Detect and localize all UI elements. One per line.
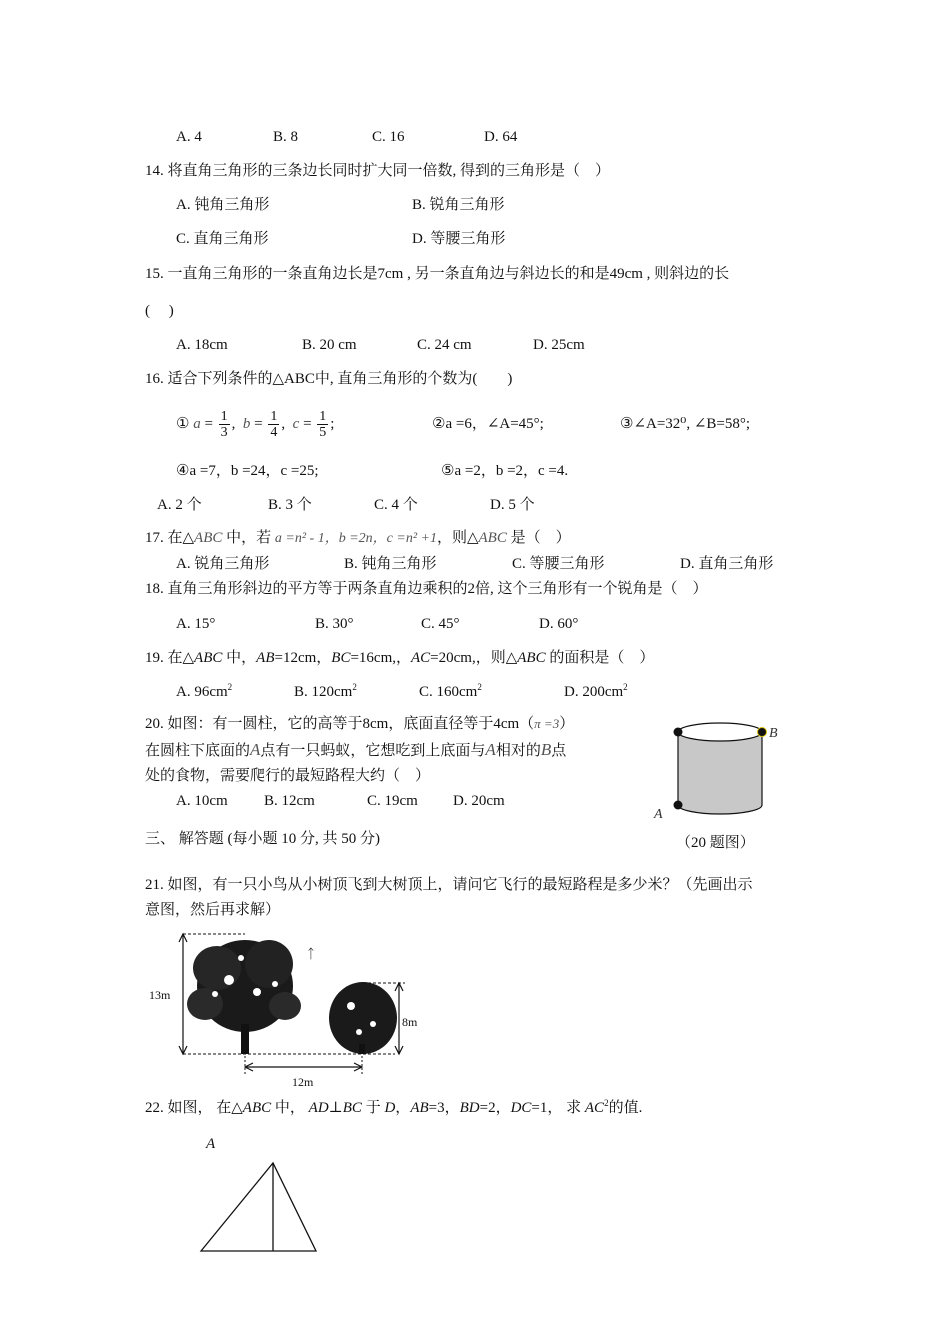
- q22-stem: 22. 如图， 在△ABC 中， AD⊥BC 于 D，AB=3，BD=2，DC=1， 求 $AC^2$的值.: [145, 1098, 643, 1116]
- q14-option-c: C. 直角三角形: [176, 231, 269, 247]
- q16-condition-1: ① a = $\frac{1}{3}$ , b = $\frac{1}{4}$ , c = $\frac{1}{5}$ ;: [176, 409, 335, 441]
- q19-option-a: A. $96cm^2$: [176, 682, 233, 700]
- big-tree: [187, 940, 301, 1054]
- triangle-abc: [201, 1163, 316, 1251]
- q17-option-d: D. 直角三角形: [680, 556, 774, 572]
- q20-caption: （20 题图）: [676, 835, 755, 851]
- q20-option-c: C. 19cm: [367, 793, 418, 809]
- q18-stem: 18. 直角三角形斜边的平方等于两条直角边乘积的2倍, 这个三角形有一个锐角是（ ）: [145, 581, 708, 597]
- q14-stem: 14. 将直角三角形的三条边长同时扩大同一倍数, 得到的三角形是（ ）: [145, 163, 611, 179]
- q18-option-c: C. 45°: [421, 616, 460, 632]
- q21-line-1: 21. 如图，有一只小鸟从小树顶飞到大树顶上，请问它飞行的最短路程是多少米？（先画出示: [145, 877, 753, 893]
- q16-option-a: A. 2 个: [157, 497, 202, 513]
- q17-option-b: B. 钝角三角形: [344, 556, 437, 572]
- small-tree-height: 8m: [402, 1015, 418, 1029]
- triangle-label-a: A: [206, 1136, 216, 1152]
- q21-line-2: 意图，然后再求解）: [145, 902, 281, 918]
- q19-option-d: D. $200cm^2$: [564, 682, 628, 700]
- cylinder-label-a: A: [654, 807, 663, 822]
- q16-condition-4: ④a =7，b =24，c =25;: [176, 463, 319, 479]
- q20-pi: π =3: [534, 716, 560, 731]
- q16-c1-frac-b: $\frac{1}{4}$: [270, 409, 278, 441]
- q14-option-d: D. 等腰三角形: [412, 231, 506, 247]
- triangle-figure: [190, 1130, 330, 1255]
- q17-condition: a =n² - 1，b =2n，c =n² +1: [274, 531, 437, 546]
- bird-icon: ᛏ: [307, 946, 315, 961]
- q16-condition-3: ③∠A=32⁰, ∠B=58°;: [620, 416, 751, 432]
- trees-figure: [145, 928, 435, 1090]
- q17-option-a: A. 锐角三角形: [176, 556, 270, 572]
- q16-c1-mark: ①: [176, 416, 190, 432]
- q15-option-c: C. 24 cm: [417, 337, 472, 353]
- cylinder-label-b: B: [769, 726, 778, 741]
- q13-option-a: A. 4: [176, 129, 202, 145]
- q18-option-d: D. 60°: [539, 616, 579, 632]
- q15-option-a: A. 18cm: [176, 337, 228, 353]
- q16-c1-frac-a: $\frac{1}{3}$: [220, 409, 228, 441]
- q17-option-c: C. 等腰三角形: [512, 556, 605, 572]
- cylinder-point-top-left: [674, 728, 683, 737]
- q17-stem: 17. 在△ABC 中，若 a =n² - 1，b =2n，c =n² +1，则△ABC 是（ ）: [145, 530, 571, 546]
- q20-line-2: 在圆柱下底面的A点有一只蚂蚁，它想吃到上底面与A相对的B点: [145, 740, 567, 759]
- q13-option-c: C. 16: [372, 129, 405, 145]
- cylinder-point-b: [758, 728, 767, 737]
- q20-line-1: 20. 如图：有一圆柱，它的高等于8cm，底面直径等于4cm（π =3）: [145, 716, 575, 732]
- q20-option-d: D. 20cm: [453, 793, 505, 809]
- q18-option-b: B. 30°: [315, 616, 354, 632]
- section-3-title: 三、 解答题 (每小题 10 分, 共 50 分): [145, 831, 380, 847]
- q16-condition-5: ⑤a =2，b =2，c =4.: [441, 463, 569, 479]
- q15-option-b: B. 20 cm: [302, 337, 357, 353]
- tree-distance: 12m: [292, 1075, 314, 1089]
- q14-option-b: B. 锐角三角形: [412, 197, 505, 213]
- cylinder-point-a: [674, 801, 683, 810]
- q13-option-b: B. 8: [273, 129, 299, 145]
- q15-option-d: D. 25cm: [533, 337, 585, 353]
- q13-option-d: D. 64: [484, 129, 518, 145]
- small-tree: [329, 982, 397, 1054]
- q16-condition-2: ②a =6，∠A=45°;: [432, 416, 544, 432]
- q16-c1-frac-c: $\frac{1}{5}$: [319, 409, 327, 441]
- q19-option-c: C. $160cm^2$: [419, 682, 482, 700]
- q19-stem: 19. 在△ABC 中，AB=12cm，BC=16cm,，AC=20cm,，则△ABC 的面积是（ ）: [145, 650, 655, 666]
- q20-option-a: A. 10cm: [176, 793, 228, 809]
- q18-option-a: A. 15°: [176, 616, 216, 632]
- q15-stem: 15. 一直角三角形的一条直角边长是7cm , 另一条直角边与斜边长的和是49cm , 则斜边的长: [145, 266, 730, 282]
- q16-option-d: D. 5 个: [490, 497, 535, 513]
- q16-stem: 16. 适合下列条件的△ABC中, 直角三角形的个数为( ): [145, 371, 513, 387]
- big-tree-height: 13m: [149, 988, 171, 1002]
- q14-option-a: A. 钝角三角形: [176, 197, 270, 213]
- q15-stem-paren: ( ): [145, 303, 174, 319]
- q20-option-b: B. 12cm: [264, 793, 315, 809]
- cylinder-figure: [640, 712, 790, 827]
- q16-option-c: C. 4 个: [374, 497, 418, 513]
- q16-option-b: B. 3 个: [268, 497, 312, 513]
- q17-triangle: ABC: [194, 530, 223, 546]
- q19-option-b: B. $120cm^2$: [294, 682, 357, 700]
- q20-line-3: 处的食物，需要爬行的最短路程大约（ ）: [145, 768, 431, 784]
